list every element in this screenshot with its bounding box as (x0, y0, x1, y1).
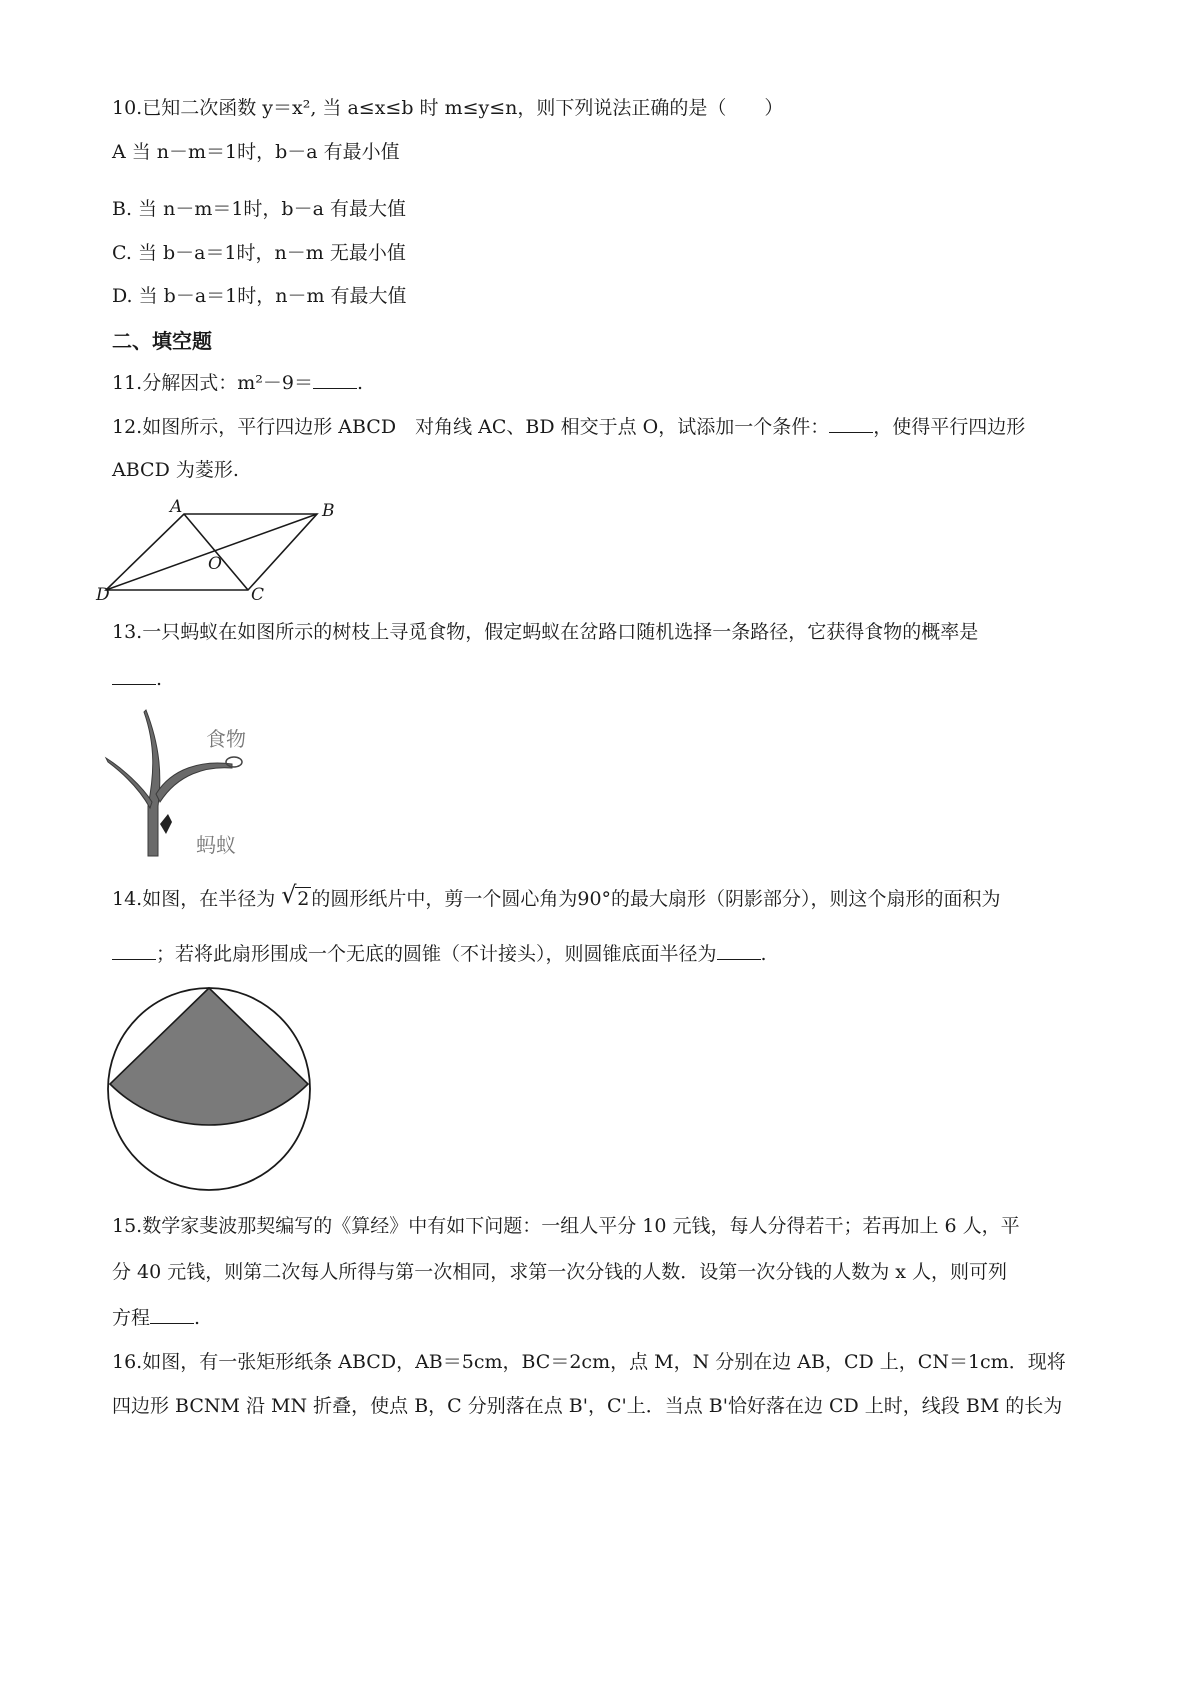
food-label: 食物 (206, 727, 246, 751)
q14-line1 (112, 881, 1001, 911)
q14-stem: 14.如图，在半径为 (112, 888, 276, 910)
section-title-fill-blank: 二、填空题 (112, 329, 212, 353)
q12-answer-blank (829, 414, 873, 433)
q10-option-b: B. 当 n－m＝1时，b－a 有最大值 (112, 198, 406, 220)
q12-line2: ABCD 为菱形. (112, 459, 239, 481)
left-branch (106, 758, 152, 808)
q12-stem-tail: ，使得平行四边形 (873, 416, 1026, 438)
q10-option-a: A 当 n－m＝1时，b－a 有最小值 (112, 141, 400, 163)
q11-answer-blank (313, 370, 357, 389)
radicand: 2 (297, 888, 310, 910)
diagonal-bd (106, 514, 317, 590)
q14-stem-tail: 的圆形纸片中，剪一个圆心角为90°的最大扇形（阴影部分），则这个扇形的面积为 (311, 888, 1001, 910)
q15-tail: . (194, 1307, 201, 1329)
label-o: O (208, 554, 222, 574)
q13-branch-figure (102, 706, 252, 866)
right-branch (156, 763, 232, 802)
q15-line3 (112, 1305, 200, 1330)
q12-stem: 12.如图所示，平行四边形 ABCD 对角线 AC、BD 相交于点 O，试添加一个条件： (112, 416, 830, 438)
label-b: B (322, 501, 335, 521)
q14-circle-sector-figure (106, 986, 316, 1192)
label-c: C (251, 585, 265, 605)
label-d: D (96, 585, 110, 605)
q14-tail: . (760, 943, 767, 965)
main-trunk (144, 710, 160, 856)
diagonal-ac (184, 514, 248, 590)
q12-line1 (112, 414, 1025, 439)
q10-stem: 10.已知二次函数 y＝x², 当 a≤x≤b 时 m≤y≤n，则下列说法正确的是（ ） (112, 97, 784, 119)
q13-line1: 13.一只蚂蚁在如图所示的树枝上寻觅食物，假定蚂蚁在岔路口随机选择一条路径，它获得食物的概率是 (112, 621, 979, 643)
q15-line2: 分 40 元钱，则第二次每人所得与第一次相同，求第一次分钱的人数．设第一次分钱的人数为 x 人，则可列 (112, 1261, 1008, 1283)
q16-line1: 16.如图，有一张矩形纸条 ABCD，AB＝5cm，BC＝2cm，点 M，N 分别在边 AB，CD 上，CN＝1cm．现将 (112, 1351, 1066, 1373)
q11-tail: . (356, 372, 363, 394)
q13-line2 (112, 666, 162, 691)
q13-tail: . (156, 668, 163, 690)
q16-line2: 四边形 BCNM 沿 MN 折叠，使点 B，C 分别落在点 B'，C'上．当点 B'恰好落在边 CD 上时，线段 BM 的长为 (112, 1395, 1063, 1417)
q10-option-c: C. 当 b－a＝1时，n－m 无最小值 (112, 242, 406, 264)
q10-option-d: D. 当 b－a＝1时，n－m 有最大值 (112, 285, 407, 307)
q11-stem: 11.分解因式：m²－9＝ (112, 372, 313, 394)
q14-mid: ；若将此扇形围成一个无底的圆锥（不计接头），则圆锥底面半径为 (156, 943, 717, 965)
q12-parallelogram-figure (98, 494, 358, 606)
q14-line2 (112, 941, 767, 966)
q14-answer-blank-1 (112, 941, 156, 960)
q11-text (112, 370, 363, 395)
q14-answer-blank-2 (717, 941, 761, 960)
q15-line1: 15.数学家斐波那契编写的《算经》中有如下问题：一组人平分 10 元钱，每人分得若干；若再加上 6 人，平 (112, 1215, 1020, 1237)
ant-label: 蚂蚁 (196, 833, 236, 857)
q15-answer-blank (150, 1305, 194, 1324)
shaded-sector (110, 988, 308, 1125)
q15-stem: 方程 (112, 1307, 151, 1329)
label-a: A (170, 497, 183, 517)
food-icon (226, 757, 242, 767)
q13-answer-blank (112, 666, 156, 685)
ant-icon (160, 814, 172, 844)
radical-sign: √ 2 (281, 881, 310, 910)
